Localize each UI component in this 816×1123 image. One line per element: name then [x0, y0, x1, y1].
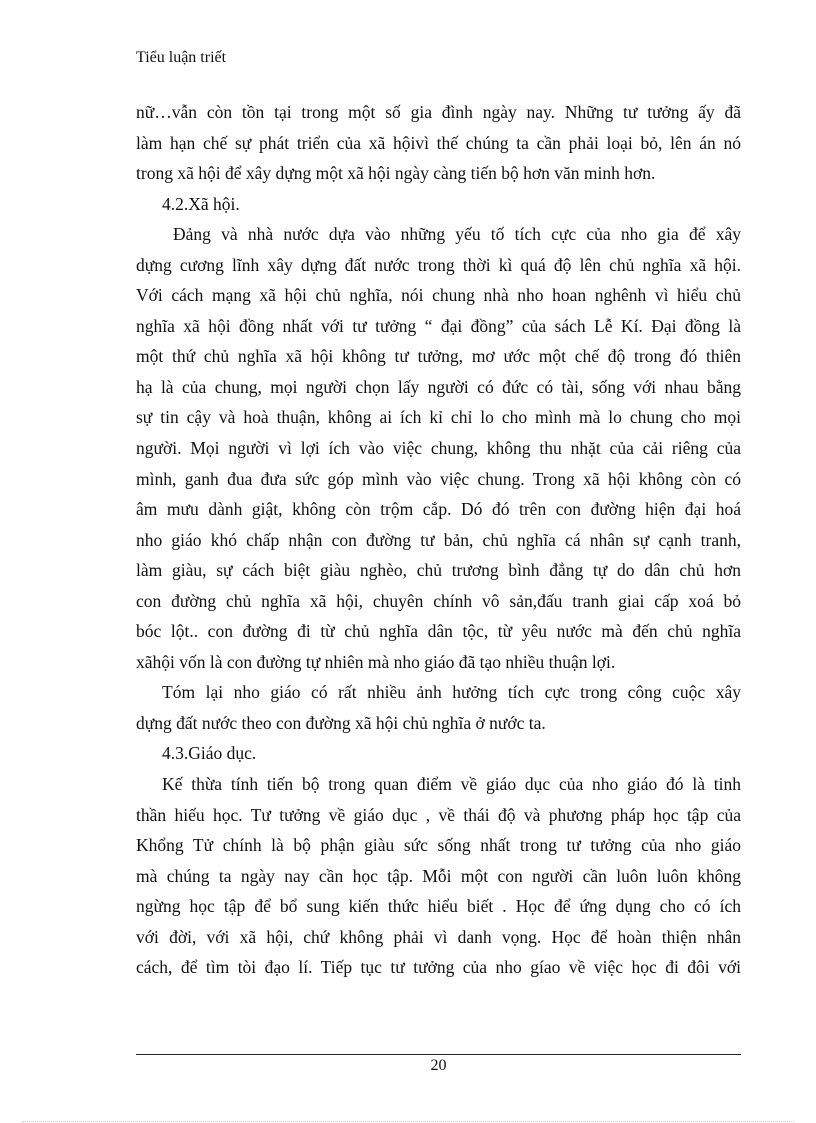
body-line: Khổng Tử chính là bộ phận giàu sức sống nhất trong tư tưởng của nho giáo: [136, 835, 741, 856]
body-text: [136, 97, 741, 983]
body-line: Với cách mạng xã hội chủ nghĩa, nói chung nhà nho hoan nghênh vì hiểu chủ: [136, 285, 741, 306]
body-line: âm mưu dành giật, không còn trộm cắp. Dó đó trên con đường hiện đại hoá: [136, 499, 741, 520]
body-line: Tóm lại nho giáo có rất nhiều ảnh hưởng tích cực trong công cuộc xây: [162, 682, 741, 703]
section-heading-4-2: 4.2.Xã hội.: [162, 193, 240, 214]
body-line: cách, để tìm tòi đạo lí. Tiếp tục tư tưởng của nho gíao về việc học đi đôi với: [136, 957, 741, 978]
running-header: Tiểu luận triết: [136, 49, 227, 66]
body-line: dựng cương lĩnh xây dựng đất nước trong thời kì quá độ lên chủ nghĩa xã hội.: [136, 254, 741, 275]
body-line: bóc lột.. con đường đi từ chủ nghĩa dân tộc, từ yêu nước mà đến chủ nghĩa: [136, 621, 741, 642]
body-line: xãhội vốn là con đường tự nhiên mà nho giáo đã tạo nhiều thuận lợi.: [136, 651, 616, 672]
body-line: ngừng học tập để bổ sung kiến thức hiểu biết . Học để ứng dụng cho có ích: [136, 896, 741, 917]
body-line: một thứ chủ nghĩa xã hội không tư tưởng, mơ ước một chế độ trong đó thiên: [136, 346, 741, 367]
body-line: làm hạn chế sự phát triển của xã hộivì thế chúng ta cần phải loại bỏ, lên án nó: [136, 132, 741, 153]
body-line: người. Mọi người vì lợi ích vào việc chung, không thu nhặt của cải riêng của: [136, 438, 741, 459]
body-line: mình, ganh đua đưa sức góp mình vào việc chung. Trong xã hội không còn có: [136, 468, 741, 489]
body-line: nữ…vẫn còn tồn tại trong một số gia đình ngày nay. Những tư tưởng ấy đã: [136, 102, 741, 122]
body-line: nho giáo khó chấp nhận con đường tư bản, chủ nghĩa cá nhân sự cạnh tranh,: [136, 529, 741, 550]
body-line: Kế thừa tính tiến bộ trong quan điểm về giáo dục của nho giáo đó là tinh: [162, 774, 741, 795]
body-line: sự tin cậy và hoà thuận, không ai ích kỉ chỉ lo cho mình mà lo chung cho mọi: [136, 407, 741, 428]
body-line: hạ là của chung, mọi người chọn lấy người có đức có tài, sống với nhau bằng: [136, 376, 741, 397]
body-line: làm giàu, sự cách biệt giàu nghèo, chủ trương bình đẳng tự do dân chủ hơn: [136, 560, 741, 581]
body-line: mà chúng ta ngày nay cần học tập. Mỗi một con người cần luôn luôn không: [136, 865, 741, 886]
section-heading-4-3: 4.3.Giáo dục.: [162, 743, 257, 764]
body-line: con đường chủ nghĩa xã hội, chuyên chính vô sản,đấu tranh giai cấp xoá bỏ: [136, 590, 741, 611]
footer-rule: [136, 1054, 741, 1055]
body-line: với đời, với xã hội, chứ không phải vì danh vọng. Học để hoàn thiện nhân: [136, 926, 741, 947]
page-bottom-border: [22, 1121, 794, 1122]
body-line: trong xã hội để xây dựng một xã hội ngày càng tiến bộ hơn văn minh hơn.: [136, 163, 656, 184]
page-number: 20: [430, 1057, 447, 1074]
body-line: Đảng và nhà nước dựa vào những yếu tố tích cực của nho gia để xây: [173, 224, 741, 245]
body-line: dựng đất nước theo con đường xã hội chủ nghĩa ở nước ta.: [136, 712, 546, 733]
body-line: nghĩa xã hội đồng nhất với tư tưởng “ đại đồng” của sách Lễ Kí. Đại đồng là: [136, 315, 741, 336]
body-line: thần hiếu học. Tư tưởng về giáo dục , về thái độ và phương pháp học tập của: [136, 804, 741, 825]
